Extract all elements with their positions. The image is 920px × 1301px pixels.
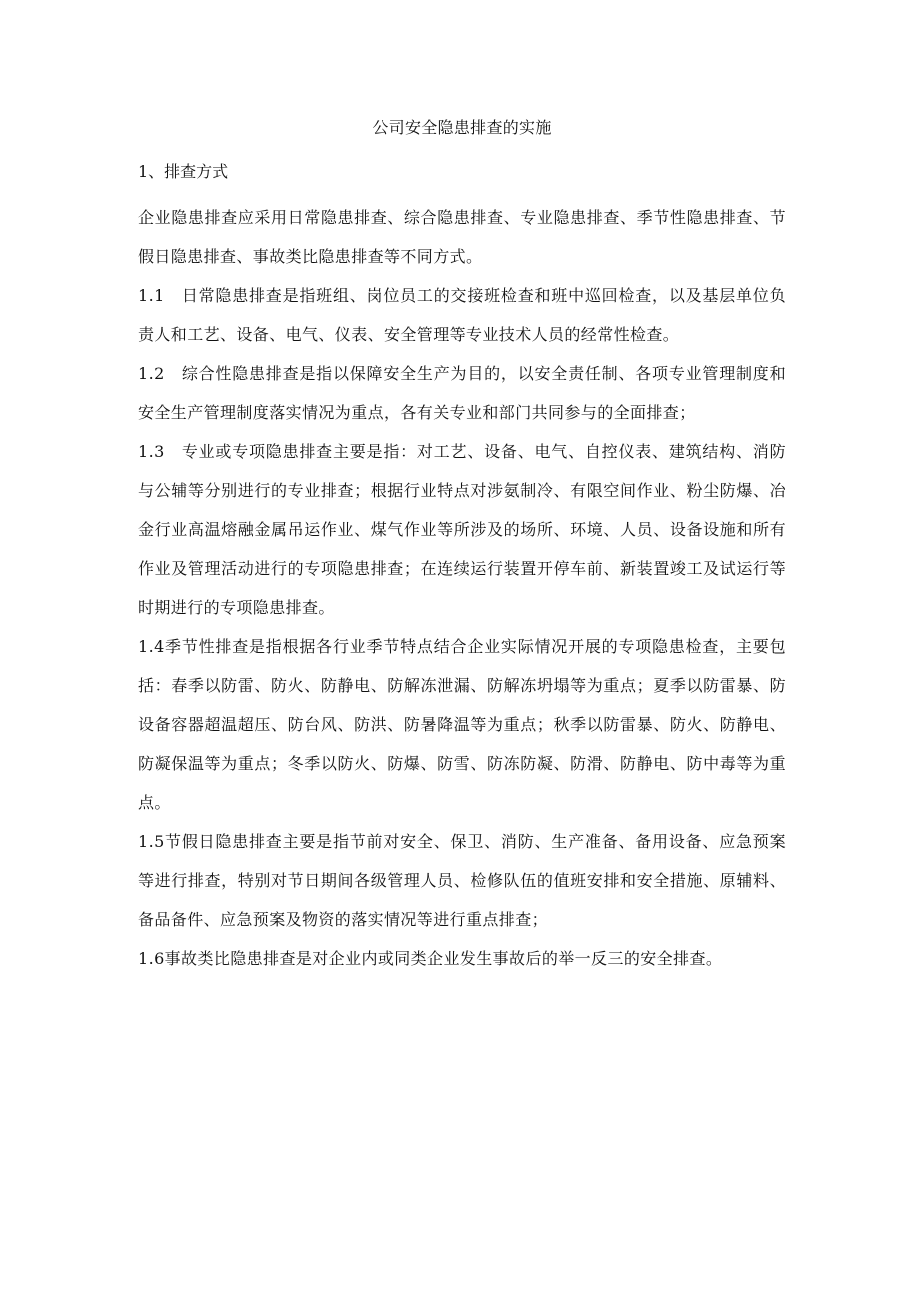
paragraph-1-4: 1.4季节性排查是指根据各行业季节特点结合企业实际情况开展的专项隐患检查，主要包括：春季以防雷、防火、防静电、防解冻泄漏、防解冻坍塌等为重点；夏季以防雷暴、防设备容器超温超压、防台风、防洪、防暑降温等为重点；秋季以防雷暴、防火、防静电、防凝保温等为重点；冬季以防火、防爆、防雪、防冻防凝、防滑、防静电、防中毒等为重点。 <box>138 637 786 812</box>
section-heading: 1、排查方式 <box>138 162 229 181</box>
paragraph-intro: 企业隐患排查应采用日常隐患排查、综合隐患排查、专业隐患排查、季节性隐患排查、节假日隐患排查、事故类比隐患排查等不同方式。 <box>138 208 786 266</box>
paragraph-1-5: 1.5节假日隐患排查主要是指节前对安全、保卫、消防、生产准备、备用设备、应急预案等进行排查，特别对节日期间各级管理人员、检修队伍的值班安排和安全措施、原辅料、备品备件、应急预案及物资的落实情况等进行重点排查； <box>138 832 786 929</box>
paragraph-1-1: 1.1 日常隐患排查是指班组、岗位员工的交接班检查和班中巡回检查，以及基层单位负责人和工艺、设备、电气、仪表、安全管理等专业技术人员的经常性检查。 <box>138 286 786 344</box>
paragraph-1-3: 1.3 专业或专项隐患排查主要是指：对工艺、设备、电气、自控仪表、建筑结构、消防与公辅等分别进行的专业排查；根据行业特点对涉氨制冷、有限空间作业、粉尘防爆、冶金行业高温熔融金属吊运作业、煤气作业等所涉及的场所、环境、人员、设备设施和所有作业及管理活动进行的专项隐患排查；在连续运行装置开停车前、新装置竣工及试运行等时期进行的专项隐患排查。 <box>138 442 786 617</box>
paragraph-1-6: 1.6事故类比隐患排查是对企业内或同类企业发生事故后的举一反三的安全排查。 <box>138 949 723 968</box>
document-page <box>138 118 786 978</box>
document-title: 公司安全隐患排查的实施 <box>372 118 552 137</box>
paragraph-1-2: 1.2 综合性隐患排查是指以保障安全生产为目的，以安全责任制、各项专业管理制度和安全生产管理制度落实情况为重点，各有关专业和部门共同参与的全面排查； <box>138 364 786 422</box>
